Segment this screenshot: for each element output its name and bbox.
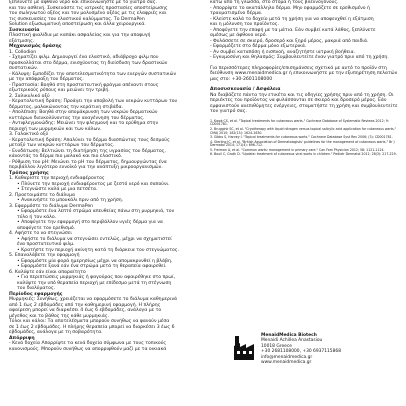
text-line: περιοχή των μυρμηκιών και των κάλων. (9, 126, 102, 132)
company-name: MenaidMedica Biotech (261, 333, 317, 338)
text-line: του σωληνωτού οξέος και τον μολυσμένο οξέος με τις ελαφριές και (9, 11, 167, 16)
factory-icon (233, 334, 255, 361)
text-line: • Εφαρμόστε ξανά εάν ένα στρώμα μετά τη θεραπεία αφαιρεθεί. (17, 264, 167, 269)
warning-line: - Κλείστε καλά το δοχείο μετά τη χρήση για να αποφευχθεί η εξάτμιση (210, 16, 374, 22)
text-line: - Κάλυψη: Εμποδίζει την αποτελεσματικότητα των ενεργών συστατικών (9, 71, 177, 77)
text-line: εβδομάδες, ανάλογα με τη σοβαρότητα. (9, 330, 103, 335)
reference-item: 3. Gibbs S, Harvey I. "Topical treatments for cutaneous warts." Cochrane Database Syst Rev 2006; (3): CD001781. (210, 135, 393, 140)
text-line: κανονισμούς. Μπορούν συνήθως να απορριφθούν μαζί με τα οικιακά (9, 346, 167, 352)
contact-details (261, 333, 341, 365)
left-column (9, 0, 201, 352)
text-line: Τύλοι και κάλοι: Τα αποτελέσματα μπορούν συνήθως να φανούν μέσα (9, 319, 170, 324)
text-line: • Αποφύγετε την εφαρμογή στο περιβάλλον υγιές δέρμα για να (17, 220, 163, 225)
text-line: του διαλύματος. (17, 286, 56, 291)
text-line: αποφύγετε τον ερεθισμό. (17, 225, 76, 231)
text-line: ένα προστατευτικό φιλμ. (17, 242, 75, 247)
right-column (210, 0, 398, 158)
company-street: Menaidi Achillea Anastasiou (261, 338, 323, 344)
text-line: Πλαστική φιαλίδια με καπάκι ασφαλείας και για την αποφυγή (9, 33, 151, 38)
warning-line: και η μόλυνση του προϊόντος. (210, 22, 279, 27)
text-line: κάνοντάς το δέρμα πιο μαλακό και πιο ελαστικό. (9, 154, 123, 159)
text-line: τις συσκευασίες του ελαστικού καλύμματος. Το DermaPen (9, 16, 145, 22)
text-line: προσκολλάται στο δέρμα, ενισχύοντας τη διείσδυση των δραστικών (9, 60, 168, 66)
text-line: - Κερατολυτική δράση: Προάγει την αποβολή των νεκρών κυττάρων του (9, 99, 178, 104)
text-line: ξεπλύνετε με άφθονο νερό και επικοινωνήστε με το γιατρό σας. (9, 0, 157, 5)
text-line: καλύψτε την υπό θεραπεία περιοχή με επίδεσμο μετά τη στέγνωση (17, 280, 172, 286)
text-line: • Αφήστε το διάλυμα να στεγνώσει εντελώς, μέχρι να σχηματιστεί (17, 236, 172, 242)
text-line: - Σχηματίζει φιλμ. Δημιουργεί ένα ελαστικό, αδιάβροχο φιλμ που (9, 55, 159, 60)
reference-item: 2. Bruggink SC, et al. "Cryotherapy with liquid nitrogen versus topical salicylic acid application for cutaneous warts." CMAJ 2010; 182(15): 1624-1630. (210, 126, 397, 135)
references-list (210, 120, 398, 158)
info-paragraph: Για περισσότερες πληροφορίες/επισημάνσεις σχετικά με αυτό το προϊόν στη διεύθυνση www.menaidmedica.gr ή επικοινωνήστε με την εξυπηρέτηση πελατών μας στο: +30-2601108000 (210, 65, 398, 82)
text-line: 3. Γαλακτικό οξύ (9, 132, 49, 137)
text-line: με την απόφραξη του δέρματος. (9, 77, 84, 82)
text-line: περιβάλλον λιγότερο ευνοϊκό για την ανάπτυξη μικροοργανισμών. (9, 165, 163, 170)
section-heading: Απόρριψη (9, 335, 35, 341)
safety-text: Να διαβάζετε πάντα την ετικέτα και τις οδηγίες χρήσης πριν από τη χρήση. Οι περιέκτες του προϊόντος να φυλάσσονται σε σκιερό και δροσερό μέρος. Εάν εμφανιστούν ανεπιθύμητες ενέργειες, σταματήστε τη χρήση και συμβουλευτείτε τον γιατρό σας. (210, 92, 398, 114)
text-line: - Ρύθμιση του pH: Μειώνει το pH του δέρματος, δημιουργώντας ένα (9, 159, 167, 165)
text-line: και του ασθενή. Συσκευάστε τις ιατρικές προστασίες αποστείρωσης (9, 5, 168, 11)
text-line: Μυρμηκιές: Συνήθως, χρειάζεται να εφαρμόσετε το διάλυμα καθημερινά (9, 297, 178, 302)
text-line: - Αντιφλεγμονώδης: Μειώνει την φλεγμονή και το ερύθημα στην (9, 121, 159, 126)
text-line: • Για περιπτώσεις μυρμηκιάς ή φαγούρας που αφαιρέθηκε στο πρωί, (17, 275, 176, 280)
warning-line: - Απορρίψτε το ακατάλληλο δέρμα. Μην εφαρμόζετε σε ερεθισμένο ή (210, 5, 370, 11)
warning-line: - Αποφύγετε την επαφή με τα μάτια. Εάν συμβεί κατά λάθος, ξεπλύνετε (210, 27, 376, 33)
section-heading: Περίοδος εφαρμογής (9, 291, 63, 297)
text-line: - Απολέπιση: Βοηθά στην απομάκρυνση των νεκρών δερματικών (9, 110, 158, 115)
reference-item: 5. Freiman A, et al. "Common warts: management in primary care." Can Fam Physician 2012; 58: 1121-1124. (210, 147, 385, 152)
company-email[interactable]: info@menaidmedica.gr (261, 354, 313, 360)
text-line: 2. Προετοιμάστε το διάλυμα (9, 192, 75, 198)
manufacturer-block (233, 333, 341, 365)
text-line: 4. Αφήστε το να στεγνώσει (9, 231, 72, 236)
text-line: από 1 έως 2 εβδομάδες από την καθημερινή εφαρμογή. Η πλήρης (9, 302, 161, 308)
reference-item: 6. Boull C, Groth D. "Update: treatment of cutaneous viral warts in children." Pediatr Dermatol 2011; 28(3): 217-229. (210, 152, 397, 157)
warning-line: κάτω από τη γλώσσα, στο στόμα ή τους βλεννογόνους. (210, 0, 339, 5)
text-line: μεταξύ των νεκρών κυττάρων του δέρματος. (9, 143, 115, 148)
text-line: - Κερατολυτική δράση: Απαλύνει το δέρμα διασπώντας τους δεσμούς (9, 137, 170, 143)
company-city: 10018 Greece (261, 343, 292, 349)
text-line: • Ανακινήστε το μπουκάλι πριν από τη χρήση. (17, 198, 124, 203)
warning-line: - Εφαρμόζετε στο δέρμα μόνο εξωτερικά. (210, 44, 307, 49)
company-website[interactable]: www.menaidmedica.gr (261, 360, 312, 366)
text-line: 1. Καθαρίστε την περιοχή ενδιαφέροντος (9, 176, 105, 181)
text-line: τύλο ή τον κάλο. (17, 214, 57, 220)
text-line: κυττάρων διευκολύνοντας την αναγέννηση του δέρματος. (9, 115, 145, 121)
warning-line: - Φυλάσσετε σε σκιερό, δροσερό και ξηρό μέρος, μακριά από παιδιά. (210, 38, 369, 44)
text-line: σε 1 έως 2 εβδομάδες. Η πλήρης θεραπεία μπορεί να διαρκέσει 3 έως 6 (9, 324, 175, 330)
warning-line: τραυματισμένο δέρμα. (210, 11, 263, 16)
text-line: • Κρατήστε την περιοχή ακίνητη κατά τη διάρκεια του στεγνώματος. (17, 247, 179, 253)
section-heading: Συσκευασία (9, 27, 40, 33)
warning-line: αμέσως με άφθονο νερό. (210, 33, 267, 38)
text-line: μέγεθος και το βάθος της κάθε μυρμηκιάς. (9, 313, 110, 319)
text-line: 5. Επαναλάβετε την εφαρμογή (9, 253, 80, 258)
text-line: - Προστασία: Βοηθά στη προστατευτική φράγμα απέναντι στους (9, 82, 159, 88)
reference-item: 4. Sterling JC, et al. "British Association of Dermatologists' guidelines for the management of cutaneous warts." Br J Dermatol 2014; 171(4): 696-712. (210, 139, 395, 148)
warning-line: - Εγκυμοσύνη και θηλασμός: Συμβουλευτείτε έναν γιατρό πριν από τη χρήση. (210, 55, 389, 60)
text-line: 1. Collodion (9, 49, 37, 55)
text-line: 6. Καλύψτε εάν είναι απαραίτητο (9, 269, 86, 275)
text-line: Solution εξωσωματική αποστείρωση και άλλα χειρουργικά. (9, 22, 146, 27)
text-line: • Εφαρμόστε ένα λεπτό στρώμα απευθείας πάνω στη μυρμηκιά, τον (17, 209, 175, 214)
text-line: - Κενά δοχεία Απορρίψτε τα κενά δοχεία σύμφωνα με τους τοπικούς (9, 341, 167, 346)
text-line: εξάτμισης. (9, 38, 35, 44)
section-heading: Τρόπος χρήσης (9, 170, 49, 176)
text-line: 3. Εφαρμόστε το διάλυμα DermaPen (9, 203, 94, 209)
text-line: • Εφαρμόστε μία φορά ημερησίως μέχρι να απομακρυνθεί η βλάβη. (17, 258, 173, 264)
company-phone: +30 2681108000, +30 6937115868 (261, 349, 341, 355)
text-line: δέρματος, μαλακώνοντας την κεράτινη στιβάδα. (9, 104, 124, 110)
reference-item: 1. Kwok CS, et al. "Topical treatments for cutaneous warts." Cochrane Database of Systematic Reviews 2012; 9: CD001781. (210, 118, 389, 127)
safety-heading: Αποσυσκευασία / Ασφάλεια (210, 87, 281, 92)
text-line: εξωτερικούς ρύπους και μειώνει την τριβή. (9, 88, 110, 93)
text-line: - Ενυδάτωση: Βελτιώνει τη διατήρηση της υγρασίας του δέρματος, (9, 148, 166, 154)
warnings-list (210, 0, 398, 61)
text-line: συστατικών. (9, 66, 39, 71)
text-line: • Πλύνετε την περιοχή ενδιαφέροντος με ζεστό νερό και σαπούνι. (17, 181, 170, 187)
text-line: 2. Σαλικυλικό οξύ (9, 93, 50, 99)
warning-line: - Αν συμβεί καταπόση ή εισπνοή, αναζητήστε ιατρική βοήθεια. (210, 49, 356, 55)
text-line: • Στεγνώστε καλά με μια πετσέτα. (17, 187, 98, 192)
section-heading: Μηχανισμός δράσης (9, 44, 62, 49)
text-line: αφαίρεση μπορεί να διαρκέσει 4 έως 6 εβδομάδες, ανάλογα με το (9, 308, 162, 313)
